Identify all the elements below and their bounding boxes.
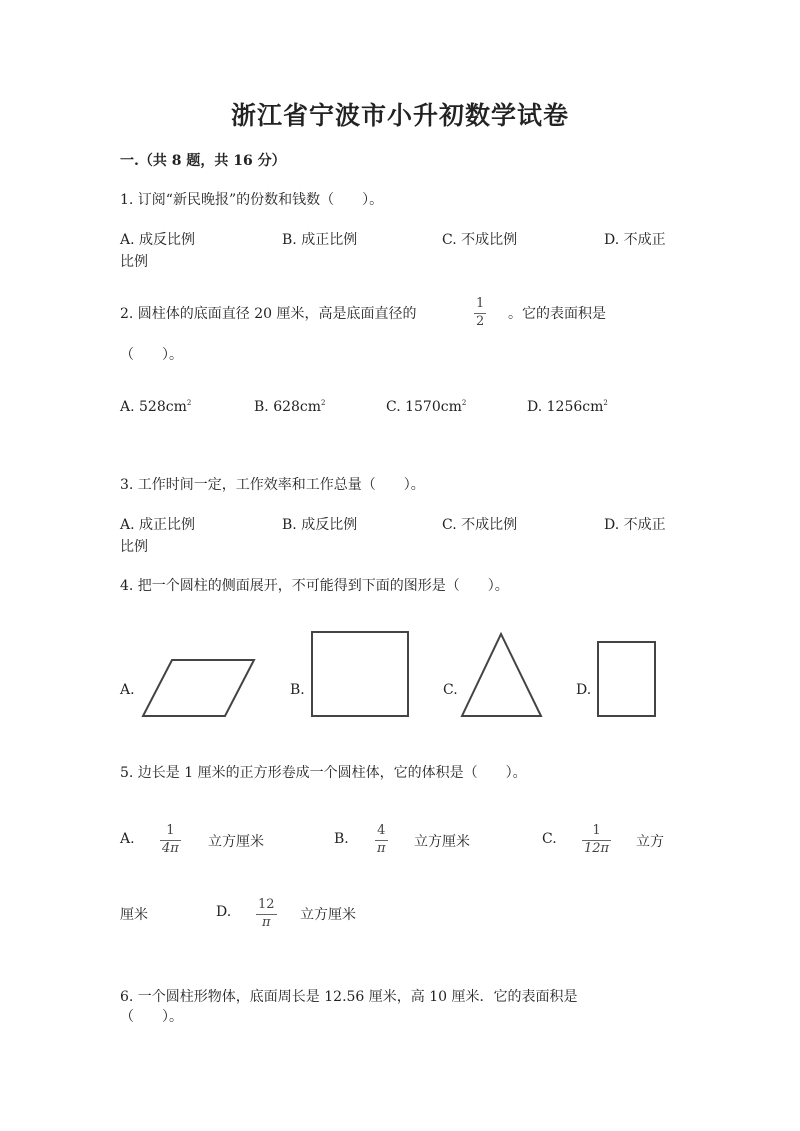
- question-3-text: 3. 工作时间一定，工作效率和工作总量（ ）。: [120, 477, 425, 493]
- question-5-option-d-unit: 立方厘米: [300, 907, 356, 923]
- question-3-option-d-continued: 比例: [120, 539, 148, 555]
- question-1-option-c: C. 不成比例: [442, 232, 518, 248]
- question-5-option-c-unit-continued: 厘米: [120, 907, 148, 923]
- question-5-text: 5. 边长是 1 厘米的正方形卷成一个圆柱体，它的体积是（ ）。: [120, 765, 527, 781]
- question-5-option-a-unit: 立方厘米: [208, 834, 264, 850]
- fraction-denominator: 2: [476, 314, 485, 329]
- question-3-option-a: A. 成正比例: [120, 517, 196, 533]
- question-4-option-b: B.: [290, 682, 305, 698]
- parallelogram-shape: [143, 660, 254, 716]
- question-1-option-b: B. 成正比例: [282, 232, 358, 248]
- option-text: B. 628cm: [254, 399, 322, 415]
- question-3-option-d: D. 不成正: [604, 517, 666, 533]
- question-2-blank: （ ）。: [120, 347, 183, 363]
- fraction-denominator: π: [262, 915, 271, 930]
- question-1-option-a: A. 成反比例: [120, 232, 196, 248]
- rectangle-shape: [598, 642, 655, 716]
- triangle-shape: [462, 634, 541, 716]
- fraction-numerator: 12: [258, 897, 275, 912]
- fraction-numerator: 1: [476, 296, 485, 311]
- page-title: 浙江省宁波市小升初数学试卷: [230, 101, 569, 130]
- question-1-option-d: D. 不成正: [604, 232, 666, 248]
- option-text: C. 1570cm: [386, 399, 462, 415]
- question-5-option-c: C.: [542, 831, 557, 847]
- unit-superscript: 2: [321, 399, 326, 407]
- question-4-text: 4. 把一个圆柱的侧面展开，不可能得到下面的图形是（ ）。: [120, 578, 509, 594]
- question-3-option-b: B. 成反比例: [282, 517, 358, 533]
- question-1-option-d-continued: 比例: [120, 254, 148, 270]
- fraction-numerator: 1: [592, 823, 601, 838]
- question-4-option-a: A.: [120, 682, 135, 698]
- fraction-numerator: 4: [377, 823, 386, 838]
- question-5-option-b-unit: 立方厘米: [414, 834, 470, 850]
- fraction-denominator: π: [377, 841, 386, 856]
- unit-superscript: 2: [186, 399, 192, 407]
- question-4-option-d: D.: [576, 682, 592, 698]
- question-1-text: 1. 订阅“新民晚报”的份数和钱数（ ）。: [120, 192, 384, 208]
- option-text: A. 528cm: [120, 399, 187, 415]
- question-2-text: 2. 圆柱体的底面直径 20 厘米，高是底面直径的: [120, 306, 417, 322]
- fraction-denominator: 12π: [584, 841, 610, 856]
- section-heading: 一.（共 8 题，共 16 分）: [120, 153, 286, 169]
- question-5-option-a-fraction: [160, 824, 181, 856]
- square-shape: [312, 632, 408, 716]
- fraction-denominator: 4π: [162, 841, 179, 856]
- question-5-option-d: D.: [216, 904, 232, 920]
- question-4-option-c: C.: [443, 682, 458, 698]
- question-5-option-b-fraction: [375, 824, 388, 856]
- question-5-option-a: A.: [120, 831, 135, 847]
- question-5-option-c-unit: 立方: [636, 834, 664, 850]
- unit-superscript: 2: [603, 399, 608, 407]
- question-3-option-c: C. 不成比例: [442, 517, 518, 533]
- question-5-option-c-fraction: [582, 824, 611, 856]
- fraction-numerator: 1: [166, 823, 175, 838]
- question-2-text-after: 。它的表面积是: [508, 306, 606, 322]
- question-6-text: 6. 一个圆柱形物体，底面周长是 12.56 厘米，高 10 厘米．它的表面积是: [120, 989, 578, 1005]
- option-text: D. 1256cm: [527, 399, 604, 415]
- question-6-blank: （ ）。: [120, 1009, 183, 1025]
- question-5-option-b: B.: [334, 831, 349, 847]
- question-5-option-d-fraction: [256, 898, 277, 930]
- unit-superscript: 2: [461, 399, 467, 407]
